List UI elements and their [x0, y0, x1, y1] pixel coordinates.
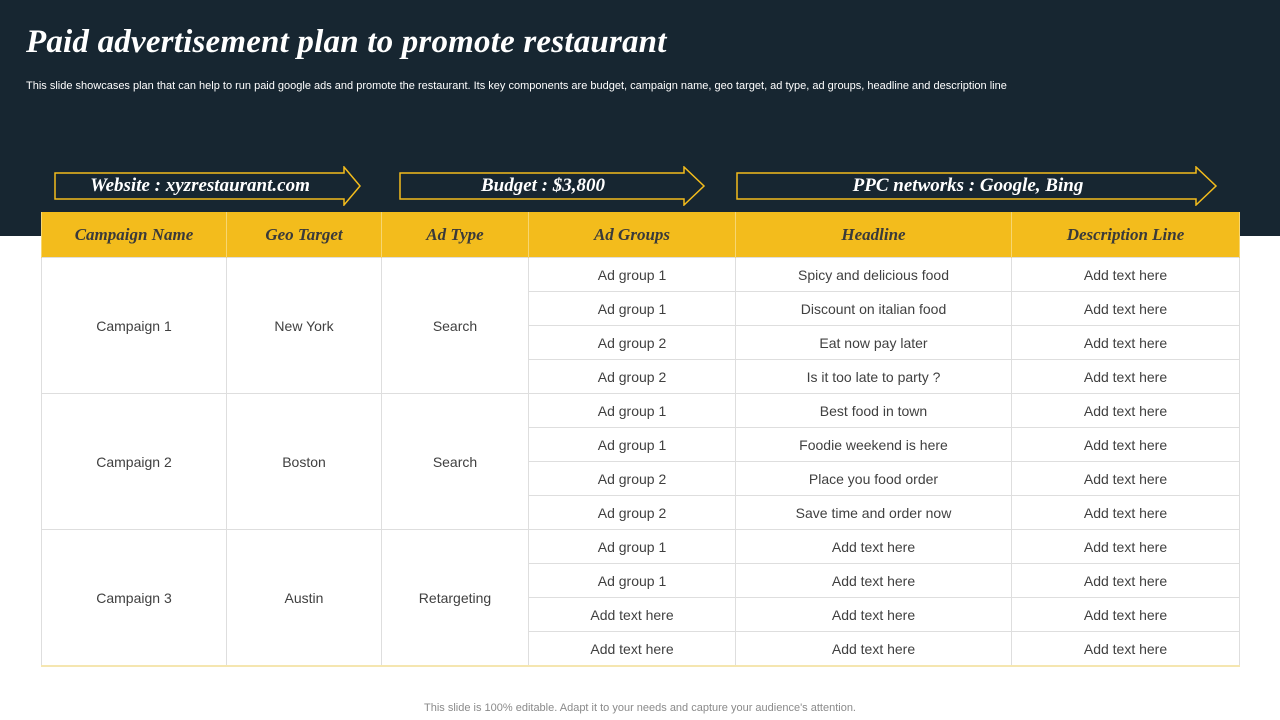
description-cell: Add text here [1012, 326, 1240, 360]
description-cell: Add text here [1012, 360, 1240, 394]
description-cell: Add text here [1012, 462, 1240, 496]
description-cell: Add text here [1012, 258, 1240, 292]
ad-group-cell: Ad group 2 [529, 326, 736, 360]
headline-cell: Best food in town [736, 394, 1012, 428]
headline-cell: Add text here [736, 530, 1012, 564]
header-ad-type: Ad Type [382, 212, 529, 258]
table-row [42, 258, 1240, 292]
ad-group-cell: Ad group 1 [529, 292, 736, 326]
campaign-name-cell: Campaign 1 [42, 258, 227, 394]
ad-group-cell: Ad group 1 [529, 258, 736, 292]
headline-cell: Discount on italian food [736, 292, 1012, 326]
ad-type-cell: Search [382, 394, 529, 530]
ad-group-cell: Ad group 1 [529, 530, 736, 564]
header-headline: Headline [736, 212, 1012, 258]
ad-type-cell: Retargeting [382, 530, 529, 667]
ppc-label: PPC networks : Google, Bing [852, 175, 1084, 196]
budget-label: Budget : $3,800 [480, 175, 606, 196]
slide-title: Paid advertisement plan to promote restaurant [26, 24, 667, 60]
slide-subtitle: This slide showcases plan that can help to run paid google ads and promote the restaurant. Its key components are budget, campaign name, geo target, ad type, ad groups, headline and description line [26, 80, 1007, 92]
campaign-name-cell: Campaign 2 [42, 394, 227, 530]
budget-arrow [399, 166, 707, 206]
ad-group-cell: Ad group 1 [529, 564, 736, 598]
ad-group-cell: Add text here [529, 632, 736, 667]
headline-cell: Save time and order now [736, 496, 1012, 530]
headline-cell: Add text here [736, 632, 1012, 667]
geo-target-cell: Boston [227, 394, 382, 530]
description-cell: Add text here [1012, 598, 1240, 632]
description-cell: Add text here [1012, 496, 1240, 530]
website-label: Website : xyzrestaurant.com [90, 175, 310, 196]
description-cell: Add text here [1012, 632, 1240, 667]
ad-group-cell: Ad group 1 [529, 394, 736, 428]
table-row [42, 394, 1240, 428]
footer-note: This slide is 100% editable. Adapt it to your needs and capture your audience's attention. [424, 702, 856, 714]
header-description-line: Description Line [1012, 212, 1240, 258]
geo-target-cell: Austin [227, 530, 382, 667]
headline-cell: Is it too late to party ? [736, 360, 1012, 394]
ad-type-cell: Search [382, 258, 529, 394]
header-ad-groups: Ad Groups [529, 212, 736, 258]
table-row [42, 530, 1240, 564]
headline-cell: Add text here [736, 598, 1012, 632]
ad-group-cell: Ad group 1 [529, 428, 736, 462]
description-cell: Add text here [1012, 530, 1240, 564]
ad-group-cell: Ad group 2 [529, 360, 736, 394]
campaign-name-cell: Campaign 3 [42, 530, 227, 667]
headline-cell: Spicy and delicious food [736, 258, 1012, 292]
ad-group-cell: Add text here [529, 598, 736, 632]
description-cell: Add text here [1012, 292, 1240, 326]
headline-cell: Eat now pay later [736, 326, 1012, 360]
ad-group-cell: Ad group 2 [529, 462, 736, 496]
ad-plan-table [41, 212, 1240, 667]
description-cell: Add text here [1012, 428, 1240, 462]
headline-cell: Add text here [736, 564, 1012, 598]
geo-target-cell: New York [227, 258, 382, 394]
header-campaign-name: Campaign Name [42, 212, 227, 258]
headline-cell: Place you food order [736, 462, 1012, 496]
website-arrow [54, 166, 362, 206]
ad-group-cell: Ad group 2 [529, 496, 736, 530]
headline-cell: Foodie weekend is here [736, 428, 1012, 462]
ppc-arrow [736, 166, 1218, 206]
table-header-row [42, 212, 1240, 258]
description-cell: Add text here [1012, 564, 1240, 598]
description-cell: Add text here [1012, 394, 1240, 428]
header-geo-target: Geo Target [227, 212, 382, 258]
